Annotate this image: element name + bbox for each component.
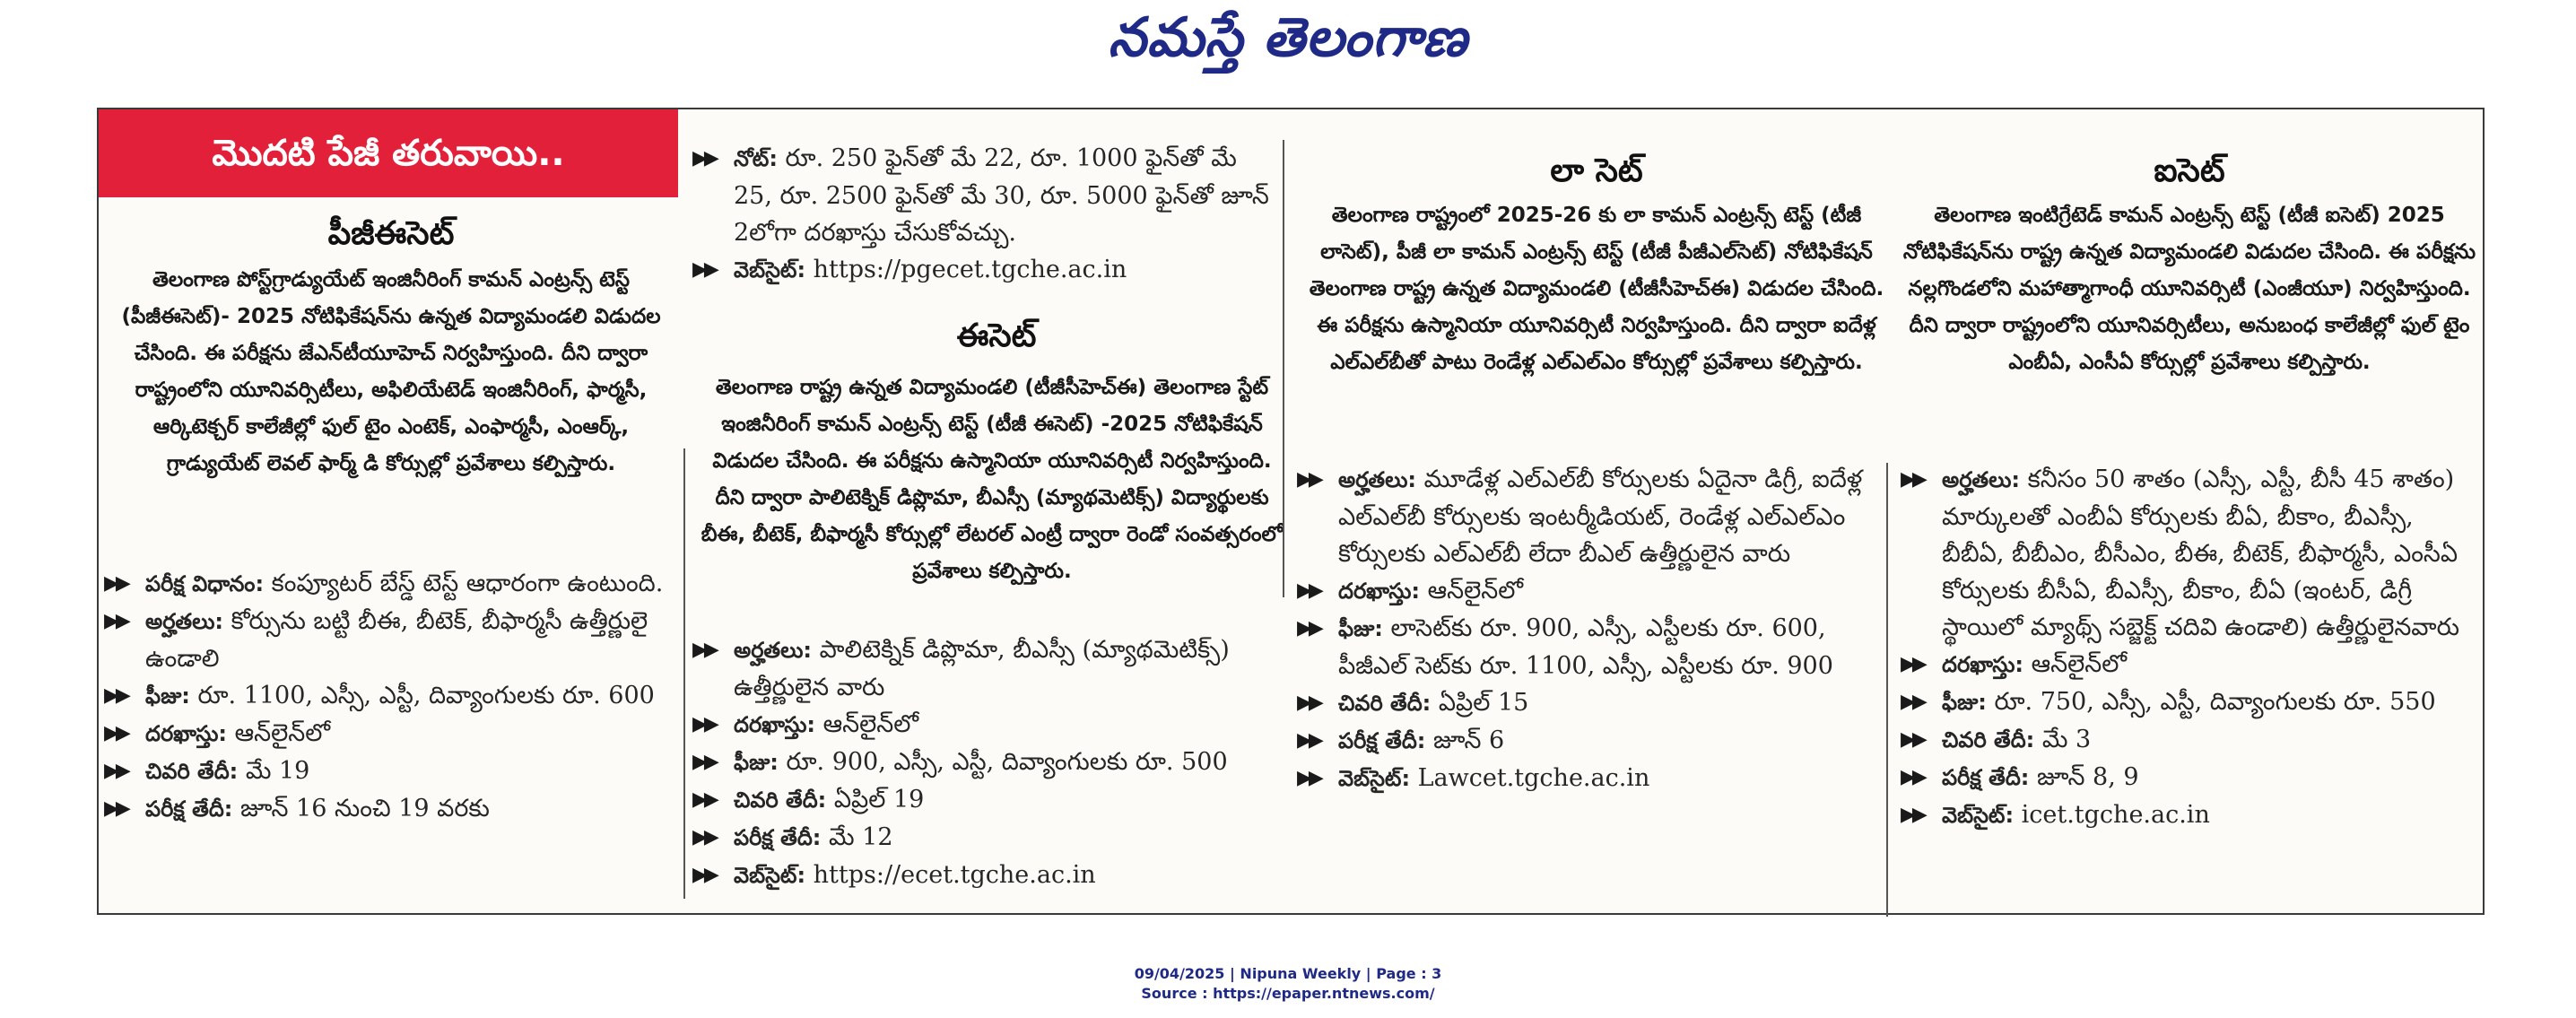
detail-label: ఫీజు:: [1338, 616, 1383, 641]
detail-label: చివరి తేదీ:: [145, 759, 239, 784]
detail-item: [687, 631, 1297, 706]
detail-value: రూ. 1100, ఎస్సీ, ఎస్టీ, దివ్యాంగులకు రూ. 600: [189, 682, 655, 709]
detail-label: వెబ్‌సైట్:: [734, 257, 806, 283]
double-arrow-bullet-icon: ▶▶: [104, 610, 127, 632]
lawcet-intro: తెలంగాణ రాష్ట్రంలో 2025-26 కు లా కామన్ ఎంట్రన్స్ టెస్ట్ (టీజీ లాసెట్), పీజీ లా కామన్ ఎంట్రన్స్ టెస్ట్ (టీజీ పీజీఎల్‌సెట్) నోటిఫికేషన్ తెలంగాణ రాష్ట్ర ఉన్నత విద్యామండలి (టీజీసీహెచ్ఈ) విడుదల చేసింది. ఈ పరీక్షను ఉస్మానియా యూనివర్సిటీ నిర్వహిస్తుంది. దీని ద్వారా ఐదేళ్ల ఎల్ఎల్‌బీతో పాటు రెండేళ్ల ఎల్ఎల్ఎం కోర్సుల్లో ప్రవేశాలు కల్పిస్తారు.: [1309, 204, 1884, 374]
footer-source-line: Source : https://epaper.ntnews.com/: [1141, 985, 1435, 1002]
column-divider: [1886, 463, 1888, 917]
detail-value: ఏప్రిల్ 19: [826, 786, 925, 814]
ecet-title: ఈసెట్: [956, 318, 1037, 354]
detail-item: [1292, 572, 1884, 610]
detail-label: దరఖాస్తు:: [1942, 652, 2024, 677]
detail-item: [1292, 760, 1884, 797]
double-arrow-bullet-icon: ▶▶: [1901, 653, 1924, 675]
pgecet-details-list: [99, 565, 673, 828]
detail-value: జూన్ 16 నుంచి 19 వరకు: [232, 795, 490, 822]
detail-item: [687, 781, 1297, 819]
footer-date-line: 09/04/2025 | Nipuna Weekly | Page : 3: [1134, 965, 1442, 982]
detail-label: దరఖాస్తు:: [734, 712, 816, 737]
pgecet-intro: తెలంగాణ పోస్ట్‌గ్రాడ్యుయేట్ ఇంజినీరింగ్ కామన్ ఎంట్రన్స్ టెస్ట్ (పీజీఈసెట్)- 2025 నోటిఫికేషన్‌ను ఉన్నత విద్యామండలి విడుదల చేసింది. ఈ పరీక్షను జేఎన్‌టీయూహెచ్ నిర్వహిస్తుంది. దీని ద్వారా రాష్ట్రంలోని యూనివర్సిటీలు, అఫిలియేటెడ్ ఇంజినీరింగ్, ఫార్మసీ, ఆర్కిటెక్చర్ కాలేజీల్లో ఫుల్ టైం ఎంటెక్, ఎంఫార్మసీ, ఎంఆర్క్, గ్రాడ్యుయేట్ లెవల్ ఫార్మ్ డి కోర్సుల్లో ప్రవేశాలు కల్పిస్తారు.: [121, 268, 661, 475]
icet-details-list: [1895, 461, 2480, 834]
detail-item: [99, 603, 673, 677]
detail-item: [687, 251, 1270, 289]
detail-value: https://ecet.tgche.ac.in: [805, 861, 1096, 889]
double-arrow-bullet-icon: ▶▶: [1297, 579, 1320, 602]
detail-label: అర్హతలు:: [734, 638, 813, 663]
detail-item: [99, 565, 673, 603]
ecet-details-list: [687, 631, 1297, 894]
double-arrow-bullet-icon: ▶▶: [1901, 468, 1924, 491]
detail-item: [1895, 461, 2480, 646]
detail-label: వెబ్‌సైట్:: [1942, 803, 2015, 828]
lawcet-details-list: [1292, 461, 1884, 797]
double-arrow-bullet-icon: ▶▶: [692, 639, 716, 661]
detail-item: [687, 744, 1297, 781]
double-arrow-bullet-icon: ▶▶: [1901, 804, 1924, 826]
detail-label: నోట్:: [734, 146, 778, 171]
detail-label: పరీక్ష తేదీ:: [1942, 765, 2030, 790]
detail-label: పరీక్ష తేదీ:: [734, 825, 822, 850]
detail-value: రూ. 750, ఎస్సీ, ఎస్టీ, దివ్యాంగులకు రూ. 550: [1986, 688, 2436, 716]
double-arrow-bullet-icon: ▶▶: [1297, 767, 1320, 789]
column-divider: [683, 448, 685, 899]
detail-item: [687, 140, 1270, 251]
detail-value: మూడేళ్ల ఎల్ఎల్‌బీ కోర్సులకు ఏదైనా డిగ్రీ, ఐదేళ్ల ఎల్ఎల్‌బీ కోర్సులకు ఇంటర్మీడియట్, రెండేళ్ల ఎల్ఎల్ఎం కోర్సులకు ఎల్ఎల్‌బీ లేదా బీఎల్ ఉత్తీర్ణులైన వారు: [1338, 465, 1863, 568]
double-arrow-bullet-icon: ▶▶: [1297, 617, 1320, 640]
detail-value: ఏప్రిల్ 15: [1431, 689, 1529, 717]
article-frame: [97, 108, 2485, 915]
detail-value: రూ. 900, ఎస్సీ, ఎస్టీ, దివ్యాంగులకు రూ. 500: [778, 748, 1228, 776]
detail-label: పరీక్ష తేదీ:: [1338, 728, 1426, 753]
double-arrow-bullet-icon: ▶▶: [692, 826, 716, 848]
detail-value: మే 19: [238, 757, 310, 785]
double-arrow-bullet-icon: ▶▶: [104, 760, 127, 782]
detail-label: పరీక్ష విధానం:: [145, 571, 265, 596]
lawcet-title: లా సెట్: [1550, 152, 1643, 189]
detail-label: అర్హతలు:: [145, 609, 224, 634]
detail-label: అర్హతలు:: [1942, 467, 2021, 492]
detail-value: కంప్యూటర్ బేస్డ్ టెస్ట్ ఆధారంగా ఉంటుంది.: [264, 570, 664, 597]
detail-item: [1292, 722, 1884, 760]
detail-item: [99, 753, 673, 790]
detail-label: అర్హతలు:: [1338, 467, 1417, 492]
detail-label: ఫీజు:: [145, 683, 190, 709]
detail-label: చివరి తేదీ:: [734, 787, 827, 813]
detail-item: [1895, 759, 2480, 796]
double-arrow-bullet-icon: ▶▶: [1297, 692, 1320, 714]
double-arrow-bullet-icon: ▶▶: [1297, 468, 1320, 491]
double-arrow-bullet-icon: ▶▶: [692, 751, 716, 773]
detail-value: మే 12: [821, 823, 893, 851]
detail-item: [99, 715, 673, 753]
detail-label: ఫీజు:: [734, 750, 779, 775]
double-arrow-bullet-icon: ▶▶: [104, 722, 127, 744]
icet-intro: తెలంగాణ ఇంటిగ్రేటెడ్ కామన్ ఎంట్రన్స్ టెస్ట్ (టీజీ ఐసెట్) 2025 నోటిఫికేషన్‌ను రాష్ట్ర ఉన్నత విద్యామండలి విడుదల చేసింది. ఈ పరీక్షను నల్లగొండలోని మహాత్మాగాంధీ యూనివర్సిటీ (ఎంజీయూ) నిర్వహిస్తుంది. దీని ద్వారా రాష్ట్రంలోని యూనివర్సిటీలు, అనుబంధ కాలేజీల్లో ఫుల్ టైం ఎంబీఏ, ఎంసీఏ కోర్సుల్లో ప్రవేశాలు కల్పిస్తారు.: [1902, 204, 2476, 374]
detail-value: జూన్ 8, 9: [2029, 763, 2139, 791]
icet-title: ఐసెట్: [2154, 152, 2225, 189]
double-arrow-bullet-icon: ▶▶: [1901, 691, 1924, 713]
detail-value: జూన్ 6: [1425, 727, 1505, 754]
ecet-intro: తెలంగాణ రాష్ట్ర ఉన్నత విద్యామండలి (టీజీసీహెచ్ఈ) తెలంగాణ స్టేట్ ఇంజినీరింగ్ కామన్ ఎంట్రన్స్ టెస్ట్ (టీజీ ఈసెట్) -2025 నోటిఫికేషన్ విడుదల చేసింది. ఈ పరీక్షను ఉస్మానియా యూనివర్సిటీ నిర్వహిస్తుంది. దీని ద్వారా పాలిటెక్నిక్ డిప్లొమా, బీఎస్సీ (మ్యాథమెటిక్స్) విద్యార్థులకు బీఈ, బీటెక్, బీఫార్మసీ కోర్సుల్లో లేటరల్ ఎంట్రీ ద్వారా రెండో సంవత్సరంలో ప్రవేశాలు కల్పిస్తారు.: [701, 376, 1284, 583]
detail-value: లాసెట్‌కు రూ. 900, ఎస్సీ, ఎస్టీలకు రూ. 600, పీజీఎల్ సెట్‌కు రూ. 1100, ఎస్సీ, ఎస్టీలకు రూ. 900: [1338, 614, 1833, 680]
double-arrow-bullet-icon: ▶▶: [104, 684, 127, 707]
detail-item: [1895, 796, 2480, 834]
detail-item: [1895, 646, 2480, 683]
double-arrow-bullet-icon: ▶▶: [692, 788, 716, 811]
masthead-logo: నమస్తే తెలంగాణ: [1108, 6, 1468, 69]
detail-label: పరీక్ష తేదీ:: [145, 796, 233, 822]
detail-value: కనీసం 50 శాతం (ఎస్సీ, ఎస్టీ, బీసీ 45 శాతం) మార్కులతో ఎంబీఏ కోర్సులకు బీఏ, బీకాం, బీఎస్సీ, బీబీఏ, బీబీఎం, బీసీఎం, బీఈ, బీటెక్, బీఫార్మసీ, ఎంసీఏ కోర్సులకు బీసీఏ, బీఎస్సీ, బీకాం, బీఏ (ఇంటర్, డిగ్రీ స్థాయిలో మ్యాథ్స్ సబ్జెక్ట్ చదివి ఉండాలి) ఉత్తీర్ణులైనవారు: [1942, 465, 2459, 641]
detail-value: ఆన్‌లైన్‌లో: [1420, 577, 1523, 605]
detail-label: చివరి తేదీ:: [1338, 691, 1432, 716]
detail-label: దరఖాస్తు:: [1338, 579, 1421, 604]
pgecet-continued-list: [687, 140, 1270, 289]
detail-value: Lawcet.tgche.ac.in: [1410, 764, 1650, 792]
double-arrow-bullet-icon: ▶▶: [104, 572, 127, 595]
detail-value: icet.tgche.ac.in: [2014, 801, 2210, 829]
detail-label: వెబ్‌సైట్:: [1338, 766, 1411, 791]
detail-value: మే 3: [2034, 726, 2092, 753]
double-arrow-bullet-icon: ▶▶: [692, 147, 716, 170]
detail-item: [99, 677, 673, 715]
detail-value: ఆన్‌లైన్‌లో: [2023, 650, 2127, 678]
detail-item: [99, 790, 673, 828]
detail-item: [1292, 461, 1884, 572]
double-arrow-bullet-icon: ▶▶: [1901, 766, 1924, 788]
column-divider: [1283, 140, 1284, 597]
double-arrow-bullet-icon: ▶▶: [692, 258, 716, 281]
detail-value: రూ. 250 ఫైన్‌తో మే 22, రూ. 1000 ఫైన్‌తో మే 25, రూ. 2500 ఫైన్‌తో మే 30, రూ. 5000 ఫైన్‌తో జూన్ 2లోగా దరఖాస్తు చేసుకోవచ్చు.: [734, 144, 1269, 247]
detail-item: [1895, 721, 2480, 759]
double-arrow-bullet-icon: ▶▶: [1901, 728, 1924, 751]
pgecet-title: పీజీఈసెట్: [327, 215, 455, 252]
detail-value: పాలిటెక్నిక్ డిప్లొమా, బీఎస్సీ (మ్యాథమెటిక్స్) ఉత్తీర్ణులైన వారు: [734, 636, 1230, 701]
detail-item: [687, 857, 1297, 894]
double-arrow-bullet-icon: ▶▶: [1297, 729, 1320, 752]
detail-item: [687, 819, 1297, 857]
continued-ribbon: మొదటి పేజీ తరువాయి..: [99, 109, 678, 197]
detail-item: [1292, 610, 1884, 684]
detail-item: [1895, 683, 2480, 721]
detail-label: దరఖాస్తు:: [145, 721, 228, 746]
detail-item: [687, 706, 1297, 744]
detail-value: కోర్సును బట్టి బీఈ, బీటెక్, బీఫార్మసీ ఉత్తీర్ణులై ఉండాలి: [145, 607, 648, 673]
detail-label: ఫీజు:: [1942, 690, 1987, 715]
detail-value: ఆన్‌లైన్‌లో: [227, 719, 330, 747]
detail-label: వెబ్‌సైట్:: [734, 863, 806, 888]
detail-item: [1292, 684, 1884, 722]
detail-label: చివరి తేదీ:: [1942, 727, 2035, 753]
double-arrow-bullet-icon: ▶▶: [692, 864, 716, 886]
detail-value: ఆన్‌లైన్‌లో: [815, 710, 918, 738]
double-arrow-bullet-icon: ▶▶: [104, 797, 127, 820]
double-arrow-bullet-icon: ▶▶: [692, 713, 716, 735]
detail-value: https://pgecet.tgche.ac.in: [805, 256, 1127, 283]
